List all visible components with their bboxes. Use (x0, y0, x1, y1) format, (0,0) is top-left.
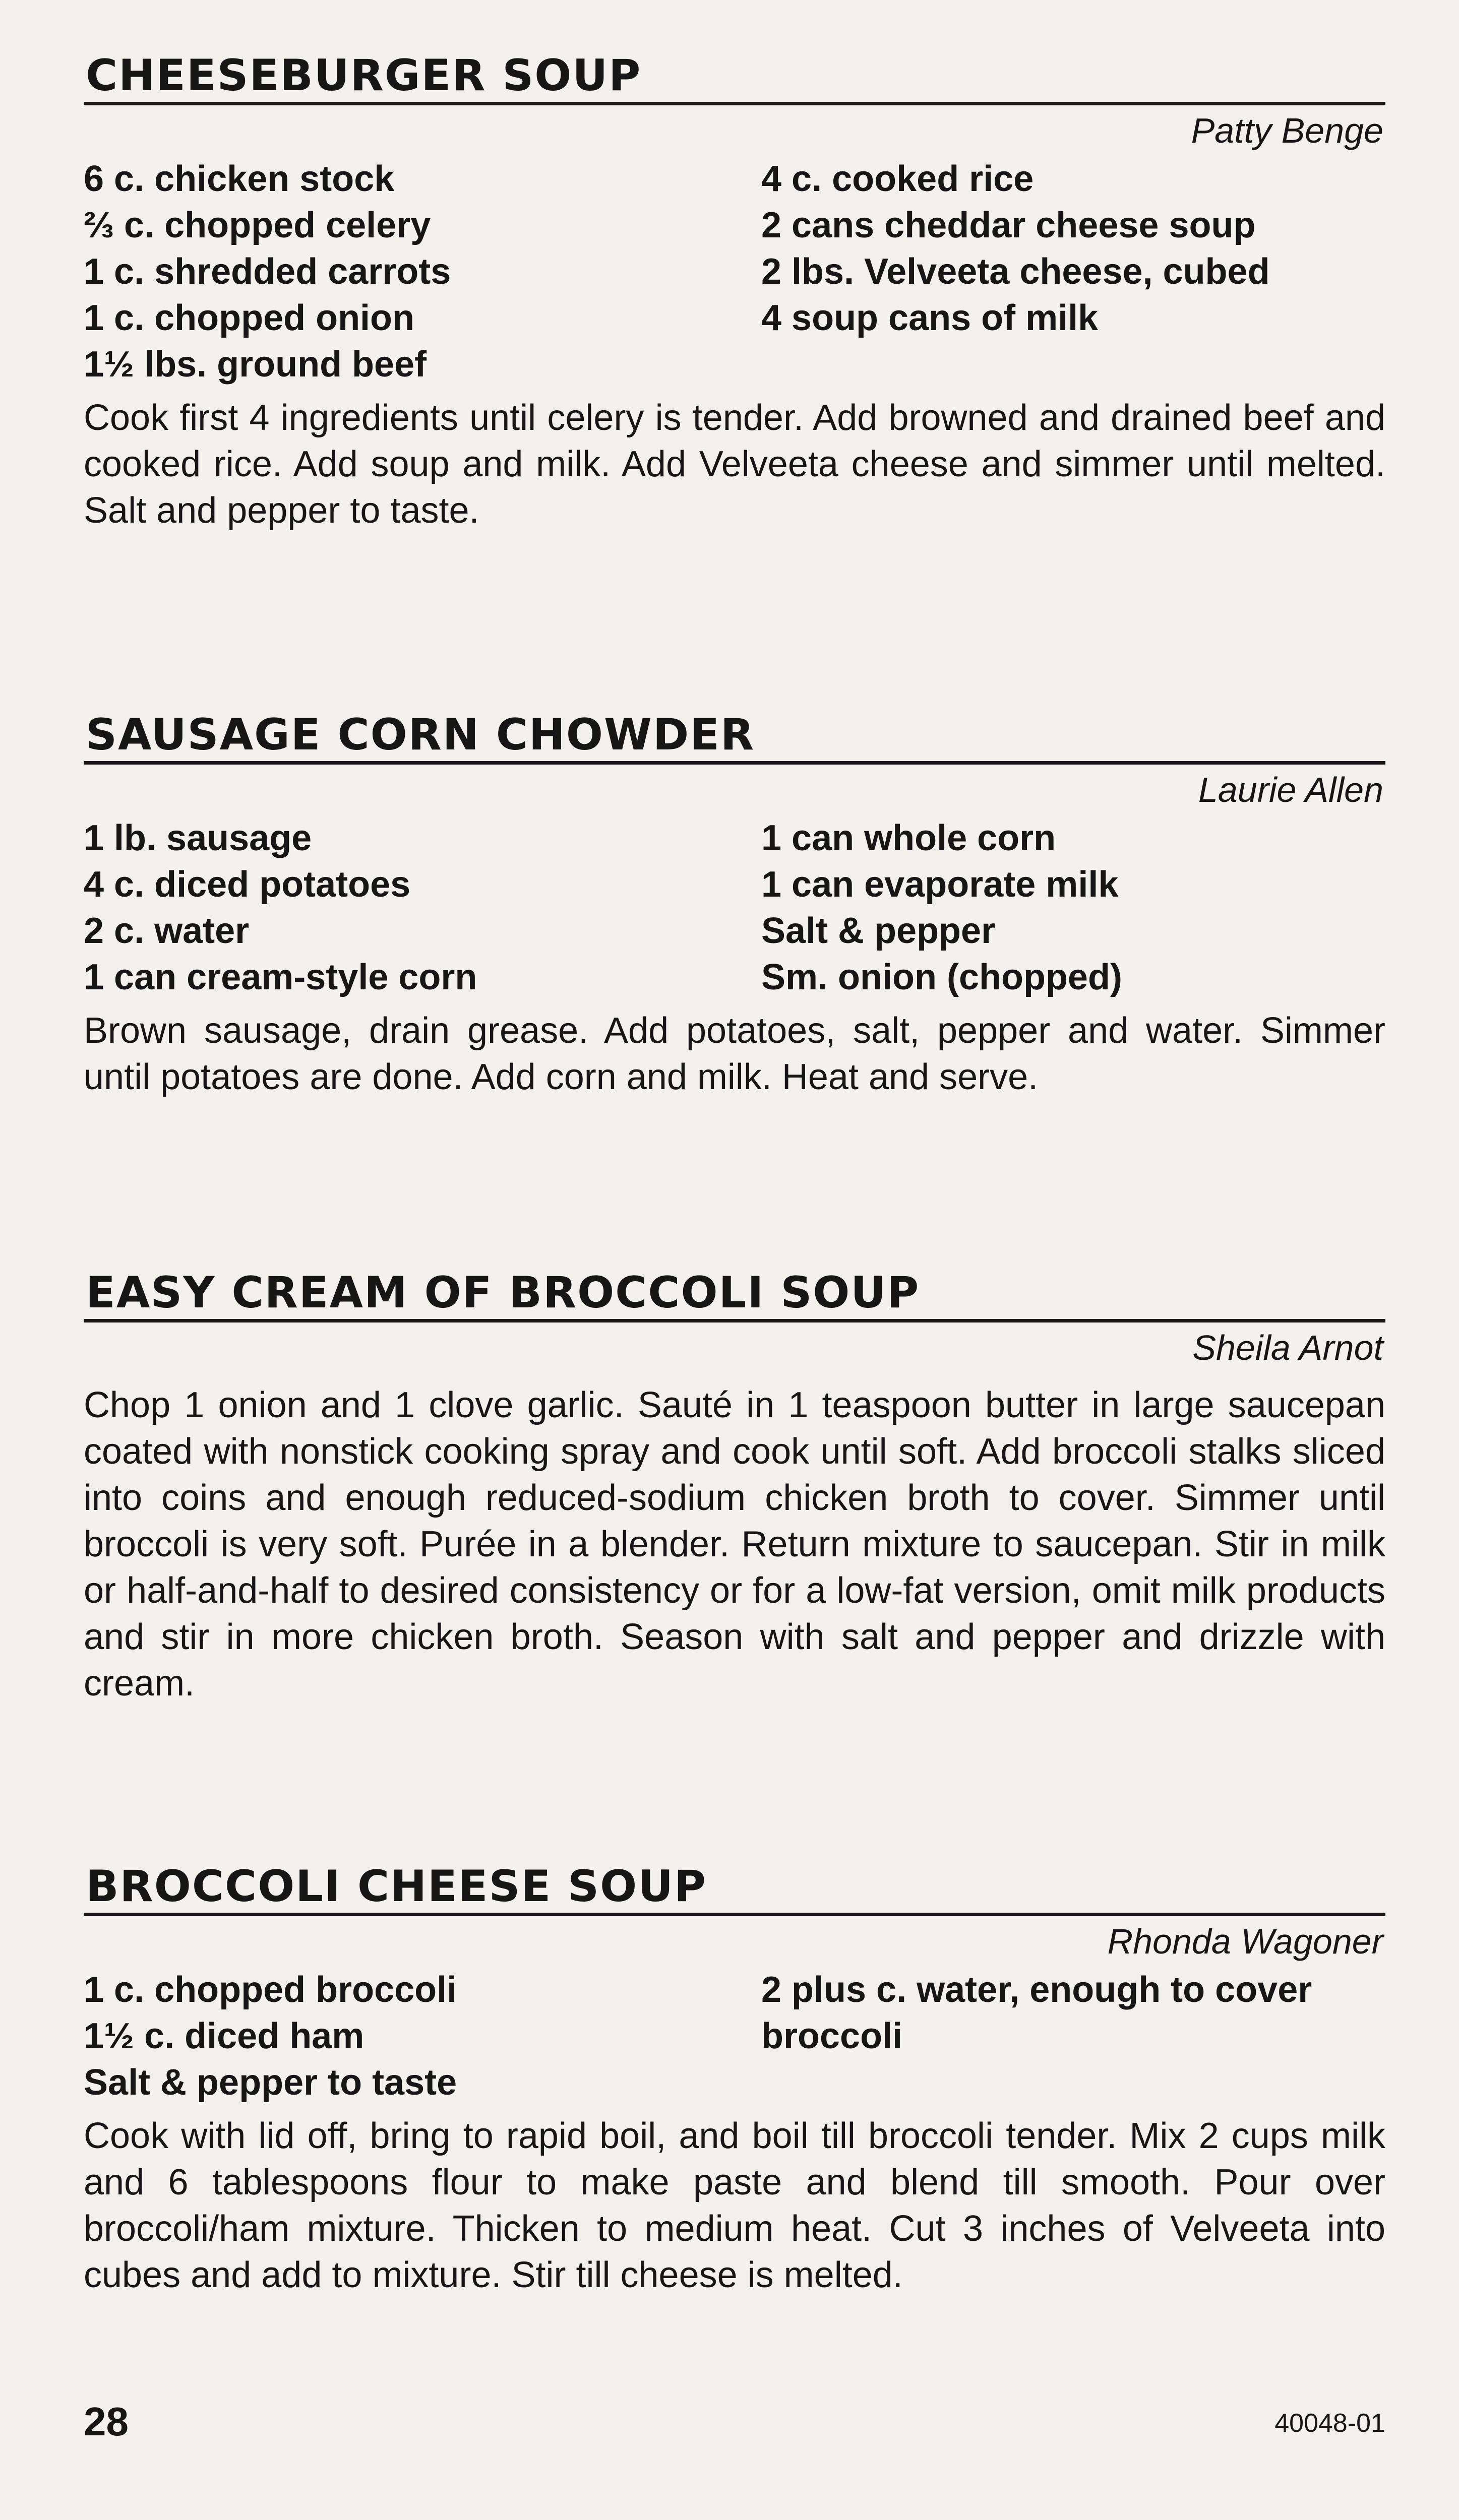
ingredient-item: 4 soup cans of milk (761, 298, 1099, 338)
page-number: 28 (84, 2399, 129, 2444)
ingredient-item: 1 c. chopped broccoli (84, 1970, 457, 2010)
recipe-directions: Chop 1 onion and 1 clove garlic. Sauté in 1 teaspoon butter in large saucepan coated with nonstick cooking spray and cook until soft. Add broccoli stalks sliced into coins and enough reduced-sodium chicken broth to cover. Simmer until broccoli is very soft. Purée in a blender. Return mixture to saucepan. Stir in milk or half-and-half to desired consistency or for a low-fat version, omit milk products and stir in more chicken broth. Season with salt and pepper and drizzle with cream. (84, 1385, 1385, 1704)
recipe-author: Patty Benge (1191, 111, 1383, 150)
recipe-title: EASY CREAM OF BROCCOLI SOUP (84, 1268, 1385, 1322)
ingredient-item: 1 can cream-style corn (84, 957, 477, 997)
ingredient-item: 2 plus c. water, enough to cover broccoli (761, 1970, 1312, 2056)
recipe-cheeseburger-soup (84, 50, 1385, 534)
ingredient-column-left (84, 815, 759, 1000)
ingredient-item: 1 lb. sausage (84, 818, 312, 858)
ingredient-item: 1 c. shredded carrots (84, 251, 451, 292)
ingredient-column-right (759, 1967, 1385, 2106)
ingredient-item: 2 lbs. Velveeta cheese, cubed (761, 251, 1270, 292)
ingredient-list (84, 156, 1385, 388)
recipe-title: CHEESEBURGER SOUP (84, 50, 1385, 105)
recipe-directions: Brown sausage, drain grease. Add potatoes, salt, pepper and water. Simmer until potatoes are done. Add corn and milk. Heat and serve. (84, 1011, 1385, 1097)
recipe-author: Sheila Arnot (1192, 1328, 1383, 1367)
print-code: 40048-01 (1274, 2409, 1385, 2438)
ingredient-column-right (759, 815, 1385, 1000)
recipe-author: Laurie Allen (1198, 770, 1383, 809)
ingredient-item: 1½ lbs. ground beef (84, 344, 427, 385)
ingredient-item: 1½ c. diced ham (84, 2016, 364, 2056)
recipe-directions: Cook with lid off, bring to rapid boil, and boil till broccoli tender. Mix 2 cups milk and 6 tablespoons flour to make paste and blend till smooth. Pour over broccoli/ham mixture. Thicken to medium heat. Cut 3 inches of Velveeta into cubes and add to mixture. Stir till cheese is melted. (84, 2116, 1385, 2295)
ingredient-item: 2 c. water (84, 911, 250, 951)
ingredient-item: 6 c. chicken stock (84, 159, 395, 199)
ingredient-column-left (84, 1967, 759, 2106)
recipe-directions: Cook first 4 ingredients until celery is tender. Add browned and drained beef and cooked rice. Add soup and milk. Add Velveeta cheese and simmer until melted. Salt and pepper to taste. (84, 398, 1385, 531)
ingredient-item: ⅔ c. chopped celery (84, 205, 431, 245)
recipe-easy-cream-of-broccoli-soup (84, 1268, 1385, 1707)
recipe-title: BROCCOLI CHEESE SOUP (84, 1861, 1385, 1916)
ingredient-item: 1 c. chopped onion (84, 298, 415, 338)
recipe-title: SAUSAGE CORN CHOWDER (84, 710, 1385, 765)
ingredient-item: 4 c. diced potatoes (84, 864, 411, 905)
recipe-author: Rhonda Wagoner (1107, 1922, 1383, 1961)
ingredient-item: Salt & pepper (761, 911, 996, 951)
ingredient-list (84, 815, 1385, 1000)
ingredient-list (84, 1967, 1385, 2106)
ingredient-item: 2 cans cheddar cheese soup (761, 205, 1256, 245)
ingredient-item: 4 c. cooked rice (761, 159, 1034, 199)
ingredient-item: Salt & pepper to taste (84, 2062, 457, 2103)
ingredient-item: Sm. onion (chopped) (761, 957, 1122, 997)
ingredient-item: 1 can whole corn (761, 818, 1056, 858)
ingredient-column-right (759, 156, 1385, 388)
ingredient-column-left (84, 156, 759, 388)
ingredient-item: 1 can evaporate milk (761, 864, 1119, 905)
recipe-sausage-corn-chowder (84, 710, 1385, 1100)
recipe-broccoli-cheese-soup (84, 1861, 1385, 2298)
